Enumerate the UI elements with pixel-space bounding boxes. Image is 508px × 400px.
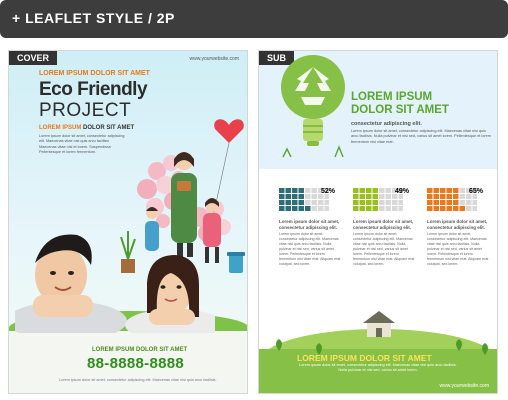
- stat-chart: [347, 171, 413, 217]
- stat-bar-cell: [318, 200, 324, 205]
- stat-bar-cell: [312, 188, 318, 193]
- cover-body-line: elit. Maecenas vitae nisi quis arcu facilisis: [39, 139, 110, 144]
- sub-footer-text: Lorem ipsum dolor sit amet, consectetur adipiscing elit. Maecenas vitae nisi quis arcu facilisis. Nulla pulvinar et nisi sed, varius sit amet lorem.: [299, 363, 457, 372]
- stat-bar-cell: [366, 206, 372, 211]
- stat-bar-cell: [434, 194, 440, 199]
- stat-bar-cell: [312, 206, 318, 211]
- cover-subtitle-lead: LOREM IPSUM: [39, 125, 82, 131]
- lightbulb-icon: [303, 119, 323, 146]
- column-title-line: consectetur adipiscing elit.: [427, 224, 486, 230]
- stat-bar-cell: [434, 188, 440, 193]
- stat-bar-cell: [360, 188, 366, 193]
- stat-bar-cell: [440, 188, 446, 193]
- stat-bar-cell: [279, 200, 285, 205]
- sprouts: [283, 147, 343, 157]
- column-text: Lorem ipsum dolor sit amet, consectetur adipiscing elit. Maecenas vitae nisi quis arcu facilisis. Nulla pulvinar et nisi sed, varius sit amet lorem. Pellentesque et lorem fermentum nisi vitae erat. Aliquam erat volutpat, sed lorem.: [353, 232, 415, 266]
- stat-bar-cell: [325, 206, 330, 211]
- stat-bar-cell: [305, 206, 311, 211]
- stat-bar-cell: [373, 200, 379, 205]
- column-title: [427, 219, 487, 230]
- stat-bar-cell: [292, 200, 298, 205]
- stat-bar-cell: [279, 188, 285, 193]
- column-text: Lorem ipsum dolor sit amet, consectetur adipiscing elit. Maecenas vitae nisi quis arcu facilisis. Nulla pulvinar et nisi sed, varius sit amet lorem. Pellentesque et lorem fermentum nisi vitae erat. Aliquam erat volutpat, sed lorem.: [279, 232, 341, 266]
- stat-bar-cell: [299, 200, 305, 205]
- stat-bar-cell: [292, 194, 298, 199]
- stat-bar-cell: [453, 194, 459, 199]
- stat-bar-cell: [399, 206, 404, 211]
- stat-bar-cell: [318, 206, 324, 211]
- man-figure: [15, 235, 127, 333]
- stat-bar-cell: [279, 194, 285, 199]
- stat-bar-cell: [373, 188, 379, 193]
- sub-footer-title: LOREM IPSUM DOLOR SIT AMET: [297, 353, 432, 363]
- stat-bar-cell: [386, 188, 392, 193]
- stat-bar-cell: [299, 188, 305, 193]
- cover-page: [8, 50, 248, 394]
- column-title-line: consectetur adipiscing elit.: [353, 224, 412, 230]
- stat-bar-cell: [460, 200, 466, 205]
- header-title: + LEAFLET STYLE / 2P: [12, 10, 175, 26]
- column-title: [279, 219, 339, 230]
- stat-bar-cell: [286, 194, 292, 199]
- stat-bar-cell: [447, 188, 453, 193]
- sub-page: [258, 50, 498, 394]
- stat-percent: 65%: [469, 188, 484, 195]
- stat-bar-cell: [373, 194, 379, 199]
- phone-number: 88-8888-8888: [87, 355, 185, 372]
- stat-bar-cell: [434, 206, 440, 211]
- stat-bar-cell: [325, 200, 330, 205]
- sub-subtitle: consectetur adipiscing elit.: [351, 121, 422, 127]
- stat-bar-cell: [353, 194, 359, 199]
- couple-photo: [15, 217, 215, 333]
- column-title: [353, 219, 413, 230]
- column-title-line: Lorem ipsum dolor sit amet,: [427, 219, 488, 224]
- stat-percent: 49%: [395, 188, 410, 195]
- stat-bar-cell: [353, 200, 359, 205]
- stat-bar-cell: [279, 206, 285, 211]
- cover-footer-lorem: LOREM IPSUM DOLOR SIT AMET: [92, 347, 188, 353]
- cover-title-project: PROJECT: [39, 100, 132, 121]
- cover-body-line: Maecenas vitae nisi et lorem. Suspendisse: [39, 144, 111, 149]
- stat-bar-cell: [440, 206, 446, 211]
- stat-bar-cell: [312, 194, 318, 199]
- stat-bar-cell: [466, 206, 472, 211]
- stat-bar-cell: [466, 200, 472, 205]
- stat-bar-cell: [292, 188, 298, 193]
- stat-bar-cell: [460, 188, 466, 193]
- stat-bar-cell: [453, 188, 459, 193]
- stat-bar-cell: [379, 194, 385, 199]
- cover-website: www.yourwebsite.com: [189, 56, 239, 62]
- stat-bar-cell: [286, 206, 292, 211]
- cover-tag: COVER: [9, 51, 57, 65]
- recycle-bulb-graphic: [273, 53, 353, 163]
- stat-bar-cell: [292, 206, 298, 211]
- stat-bar-cell: [460, 206, 466, 211]
- stat-percent: 52%: [321, 188, 336, 195]
- stat-bar-cell: [447, 200, 453, 205]
- column-title-line: consectetur adipiscing elit.: [279, 224, 338, 230]
- stat-bar-cell: [360, 206, 366, 211]
- stat-bar-cell: [353, 206, 359, 211]
- stat-bar-cell: [286, 200, 292, 205]
- stat-bar-cell: [427, 200, 433, 205]
- stat-chart: [273, 171, 339, 217]
- recycle-bin-icon: [227, 252, 245, 273]
- cover-kicker: LOREM IPSUM DOLOR SIT AMET: [39, 70, 150, 77]
- stat-bar-cell: [366, 194, 372, 199]
- stat-bar-cell: [379, 206, 385, 211]
- stat-bar-cell: [460, 194, 466, 199]
- cover-title: Eco Friendly: [39, 79, 148, 100]
- header-bar: [0, 0, 508, 38]
- stat-bar-cell: [305, 194, 311, 199]
- stat-bar-cell: [447, 206, 453, 211]
- cover-footer-fine: Lorem ipsum dolor sit amet, consectetur adipiscing elit. Maecenas vitae nisi quis arcu facilisis.: [59, 378, 217, 382]
- stat-bar-cell: [286, 188, 292, 193]
- stat-bar-cell: [379, 188, 385, 193]
- stat-bar-cell: [427, 188, 433, 193]
- stat-bar-cell: [360, 200, 366, 205]
- cover-body-line: Lorem ipsum dolor sit amet, consectetur adipiscing: [39, 134, 125, 138]
- stat-chart: [421, 171, 487, 217]
- stat-bar-cell: [386, 200, 392, 205]
- stat-bar-cell: [312, 200, 318, 205]
- stat-bar-cell: [366, 188, 372, 193]
- stat-bar-cell: [379, 200, 385, 205]
- stat-bar-cell: [453, 206, 459, 211]
- column-title-line: Lorem ipsum dolor sit amet,: [353, 219, 414, 224]
- stat-bar-cell: [440, 194, 446, 199]
- stat-bar-cell: [360, 194, 366, 199]
- stat-bar-cell: [299, 206, 305, 211]
- stat-bar-cell: [473, 206, 478, 211]
- stat-bar-cell: [427, 206, 433, 211]
- column-title-line: Lorem ipsum dolor sit amet,: [279, 219, 340, 224]
- stat-bar-cell: [392, 206, 398, 211]
- stat-bar-cell: [353, 188, 359, 193]
- sub-intro-text: Lorem ipsum dolor sit amet, consectetur adipiscing elit. Maecenas vitae nisi quis arcu facilisis. Nulla pulvinar et nisi sed, varius sit amet lorem. Pellentesque et lorem fermentum nisi vitae erat.: [351, 129, 491, 144]
- column-text: Lorem ipsum dolor sit amet, consectetur adipiscing elit. Maecenas vitae nisi quis arcu facilisis. Nulla pulvinar et nisi sed, varius sit amet lorem. Pellentesque et lorem fermentum nisi vitae erat. Aliquam erat volutpat, sed lorem.: [427, 232, 489, 266]
- stat-bar-cell: [305, 200, 311, 205]
- stat-bar-cell: [392, 200, 398, 205]
- stat-bar-cell: [427, 194, 433, 199]
- stat-bar-cell: [440, 200, 446, 205]
- stat-bar-cell: [386, 194, 392, 199]
- sub-tag: SUB: [259, 51, 294, 65]
- stat-bar-cell: [366, 200, 372, 205]
- woman-figure: [125, 255, 215, 333]
- cover-body-line: Pellentesque et lorem fermentum.: [39, 150, 96, 155]
- stat-bar-cell: [386, 206, 392, 211]
- stat-bar-cell: [453, 200, 459, 205]
- stat-bar-cell: [473, 200, 478, 205]
- stat-bar-cell: [447, 194, 453, 199]
- stat-bar-cell: [373, 206, 379, 211]
- stat-bar-cell: [299, 194, 305, 199]
- stat-bar-cell: [305, 188, 311, 193]
- stat-bar-cell: [434, 200, 440, 205]
- sub-website: www.yourwebsite.com: [439, 383, 489, 389]
- stat-bar-cell: [399, 200, 404, 205]
- sub-title-line2: DOLOR SIT AMET: [351, 104, 449, 116]
- sub-title-line1: LOREM IPSUM: [351, 91, 433, 103]
- cover-subtitle-rest: DOLOR SIT AMET: [83, 125, 135, 131]
